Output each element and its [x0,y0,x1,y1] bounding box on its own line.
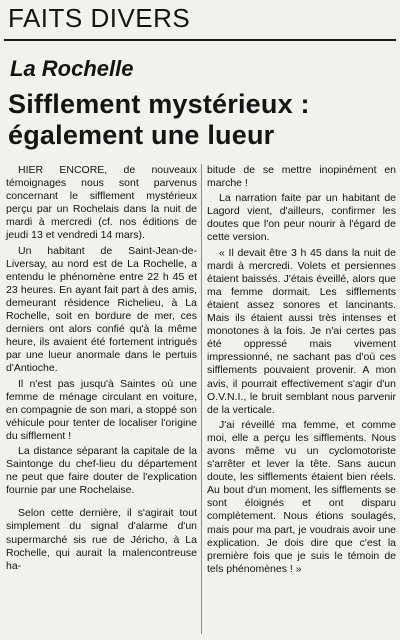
paragraph: La distance séparant la capitale de la Saintonge du chef-lieu du département ne peut que faire douter de l'explication fournie par une Rochelaise. [6,444,197,497]
paragraph-continued: bitude de se mettre inopinément en marche ! [207,164,396,190]
paragraph-lead: HIER ENCORE, de nouveaux témoignages nous sont parvenus concernant le sifflement mystérieux perçu par un Rochelais dans la nuit de mardi à mercredi (cf. nos éditions de jeudi 13 et vendredi 14 mars). [6,164,197,242]
headline-line-1: Sifflement mystérieux : [8,89,310,119]
paragraph: La narration faite par un habitant de Lagord vient, d'ailleurs, confirmer les doutes que l'on peur nourir à l'égard de cette version. [207,192,396,244]
location-kicker: La Rochelle [10,56,134,81]
headline [8,89,310,151]
section-divider [4,39,396,41]
headline-line-2: également une lueur [8,120,275,150]
paragraph-quote: J'ai réveillé ma femme, et comme moi, elle a perçu les sifflements. Nous avons même vu un cyclomotoriste s'arrêter et lever la tête. Sans aucun doute, les sifflements étaient bien réels. Au bout d'un moment, les sifflements se sont éloignés et ont disparu complètement. Nous étions soulagés, mais pour ma part, je voudrais avoir une explication. Je dois dire que c'est la première fois que je suis le témoin de tels phénomènes ! » [207,418,396,575]
paragraph: Selon cette dernière, il s'agirait tout simplement du signal d'alarme d'un supermarché sis rue de Jéricho, à La Rochelle, qui aurait la malencontreuse ha- [6,507,197,572]
article-column-right [207,164,396,576]
paragraph-quote: « Il devait être 3 h 45 dans la nuit de mardi à mercredi. Volets et persiennes étaient baissés. J'étais éveillé, alors que ma femme dormait. Les sifflements étaient assez sonores et lancinants. Mais ils étaient aussi très intenses et monotones à la fois. Je n'ai certes pas été oppressé mais vivement impressionné, ne sachant pas d'où ces sifflements pouvaient provenir. A mon avis, il pourrait effectivement s'agir d'un O.V.N.I., le bruit semblant nous parvenir de la verticale. [207,246,396,416]
paragraph: Un habitant de Saint-Jean-de-Liversay, au nord est de La Rochelle, a entendu le phénomène entre 22 h 45 et 23 heures. En ayant fait part à des amis, demeurant résidence Richelieu, à La Rochelle, soit en bordure de mer, ces derniers ont alors confié qu'à la même heure, ils avaient été fortement intrigués par une lueur anormale dans le pertuis d'Antioche. [6,244,197,375]
paragraph: Il n'est pas jusqu'à Saintes où une femme de ménage circulant en voiture, en compagnie de son mari, a stoppé son véhicule pour tenter de localiser l'origine du sifflement ! [6,377,197,442]
article-column-left [6,164,197,573]
column-rule [201,164,202,634]
section-heading: FAITS DIVERS [8,3,191,33]
